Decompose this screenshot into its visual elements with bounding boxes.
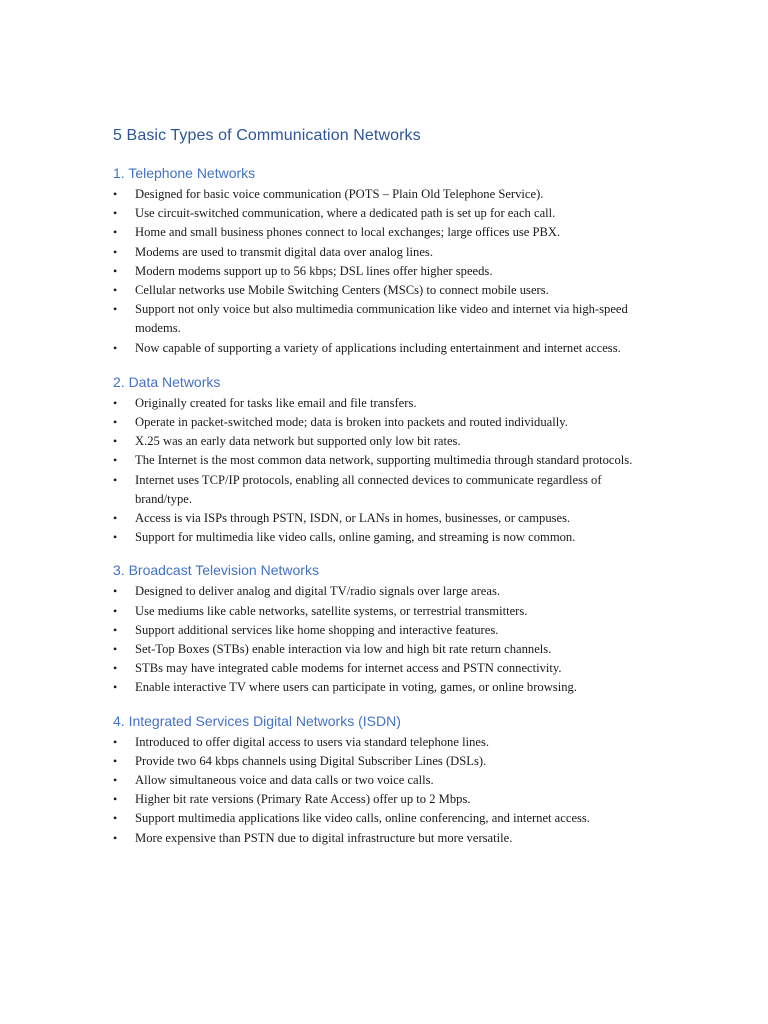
list-item-text: The Internet is the most common data network, supporting multimedia through standard protocols. xyxy=(135,453,633,468)
list-item xyxy=(113,509,658,528)
list-item xyxy=(113,790,658,809)
list-item xyxy=(113,471,658,509)
list-item xyxy=(113,339,658,358)
list-item-text: X.25 was an early data network but supported only low bit rates. xyxy=(135,434,461,449)
bullet-icon: • xyxy=(113,206,118,221)
bullet-icon: • xyxy=(113,283,118,298)
list-item-text: Higher bit rate versions (Primary Rate Access) offer up to 2 Mbps. xyxy=(135,792,471,807)
bullet-icon: • xyxy=(113,340,118,355)
list-item xyxy=(113,809,658,828)
bullet-icon: • xyxy=(113,225,118,240)
section-heading: 4. Integrated Services Digital Networks (ISDN) xyxy=(113,712,401,729)
list-item-text: Provide two 64 kbps channels using Digital Subscriber Lines (DSLs). xyxy=(135,753,487,768)
list-item xyxy=(113,582,658,601)
list-item-text: Designed for basic voice communication (POTS – Plain Old Telephone Service). xyxy=(135,187,544,201)
list-item-text: Support not only voice but also multimedia communication like video and internet via high-speed modems. xyxy=(135,302,628,336)
document-title: 5 Basic Types of Communication Networks xyxy=(113,127,421,144)
list-item xyxy=(113,752,658,771)
bullet-icon: • xyxy=(113,472,118,487)
bullet-icon: • xyxy=(113,187,118,201)
list-item-text: Operate in packet-switched mode; data is broken into packets and routed individually. xyxy=(135,415,568,430)
list-item xyxy=(113,281,658,300)
list-item xyxy=(113,528,658,547)
list-item-text: Cellular networks use Mobile Switching Centers (MSCs) to connect mobile users. xyxy=(135,283,549,298)
bullet-list xyxy=(113,185,658,358)
list-item xyxy=(113,432,658,451)
bullet-icon: • xyxy=(113,642,118,657)
list-item-text: Support for multimedia like video calls, online gaming, and streaming is now common. xyxy=(135,530,576,545)
list-item-text: Support additional services like home shopping and interactive features. xyxy=(135,622,499,637)
bullet-icon: • xyxy=(113,622,118,637)
list-item-text: Internet uses TCP/IP protocols, enabling all connected devices to communicate regardless of brand/type. xyxy=(135,472,602,506)
bullet-icon: • xyxy=(113,584,118,599)
bullet-icon: • xyxy=(113,302,118,317)
section-heading: 1. Telephone Networks xyxy=(113,165,256,181)
bullet-icon: • xyxy=(113,415,118,430)
list-item-text: Introduced to offer digital access to users via standard telephone lines. xyxy=(135,734,490,749)
list-item-text: Enable interactive TV where users can participate in voting, games, or online browsing. xyxy=(135,680,577,695)
bullet-list xyxy=(113,733,658,848)
list-item xyxy=(113,394,658,413)
bullet-icon: • xyxy=(113,792,118,807)
bullet-icon: • xyxy=(113,511,118,526)
bullet-icon: • xyxy=(113,263,118,278)
bullet-icon: • xyxy=(113,811,118,826)
section-heading: 2. Data Networks xyxy=(113,373,221,390)
section-broadcast-television-networks xyxy=(113,560,658,697)
bullet-icon: • xyxy=(113,395,118,410)
bullet-icon: • xyxy=(113,453,118,468)
list-item-text: Designed to deliver analog and digital TV/radio signals over large areas. xyxy=(135,584,500,599)
bullet-icon: • xyxy=(113,753,118,768)
list-item-text: Set-Top Boxes (STBs) enable interaction via low and high bit rate return channels. xyxy=(135,642,552,657)
list-item xyxy=(113,640,658,659)
bullet-icon: • xyxy=(113,680,118,695)
section-telephone-networks xyxy=(113,163,658,358)
list-item xyxy=(113,621,658,640)
list-item xyxy=(113,204,658,223)
list-item-text: Support multimedia applications like video calls, online conferencing, and internet access. xyxy=(135,811,590,826)
bullet-icon: • xyxy=(113,530,118,545)
bullet-list xyxy=(113,394,658,548)
list-item xyxy=(113,829,658,848)
document-body xyxy=(113,125,658,848)
list-item-text: Use circuit-switched communication, where a dedicated path is set up for each call. xyxy=(135,206,556,221)
list-item xyxy=(113,223,658,242)
section-heading: 3. Broadcast Television Networks xyxy=(113,562,319,579)
list-item-text: STBs may have integrated cable modems for internet access and PSTN connectivity. xyxy=(135,661,562,676)
bullet-icon: • xyxy=(113,661,118,676)
bullet-icon: • xyxy=(113,434,118,449)
list-item xyxy=(113,602,658,621)
list-item-text: Use mediums like cable networks, satellite systems, or terrestrial transmitters. xyxy=(135,603,528,618)
bullet-icon: • xyxy=(113,603,118,618)
list-item xyxy=(113,243,658,262)
list-item xyxy=(113,300,658,338)
bullet-icon: • xyxy=(113,734,118,749)
list-item-text: Now capable of supporting a variety of applications including entertainment and internet access. xyxy=(135,340,621,355)
list-item xyxy=(113,771,658,790)
list-item-text: Originally created for tasks like email and file transfers. xyxy=(135,395,417,410)
list-item-text: Home and small business phones connect to local exchanges; large offices use PBX. xyxy=(135,225,561,240)
list-item xyxy=(113,413,658,432)
bullet-icon: • xyxy=(113,830,118,845)
list-item xyxy=(113,678,658,697)
list-item-text: Modern modems support up to 56 kbps; DSL lines offer higher speeds. xyxy=(135,263,493,278)
section-data-networks xyxy=(113,372,658,548)
list-item xyxy=(113,185,658,204)
bullet-list xyxy=(113,582,658,697)
list-item xyxy=(113,659,658,678)
list-item-text: Allow simultaneous voice and data calls or two voice calls. xyxy=(135,773,434,788)
list-item xyxy=(113,733,658,752)
list-item xyxy=(113,451,658,470)
list-item xyxy=(113,262,658,281)
section-isdn xyxy=(113,711,658,848)
list-item-text: Access is via ISPs through PSTN, ISDN, or LANs in homes, businesses, or campuses. xyxy=(135,511,571,526)
bullet-icon: • xyxy=(113,244,118,259)
list-item-text: More expensive than PSTN due to digital infrastructure but more versatile. xyxy=(135,830,513,845)
bullet-icon: • xyxy=(113,773,118,788)
list-item-text: Modems are used to transmit digital data over analog lines. xyxy=(135,244,433,259)
